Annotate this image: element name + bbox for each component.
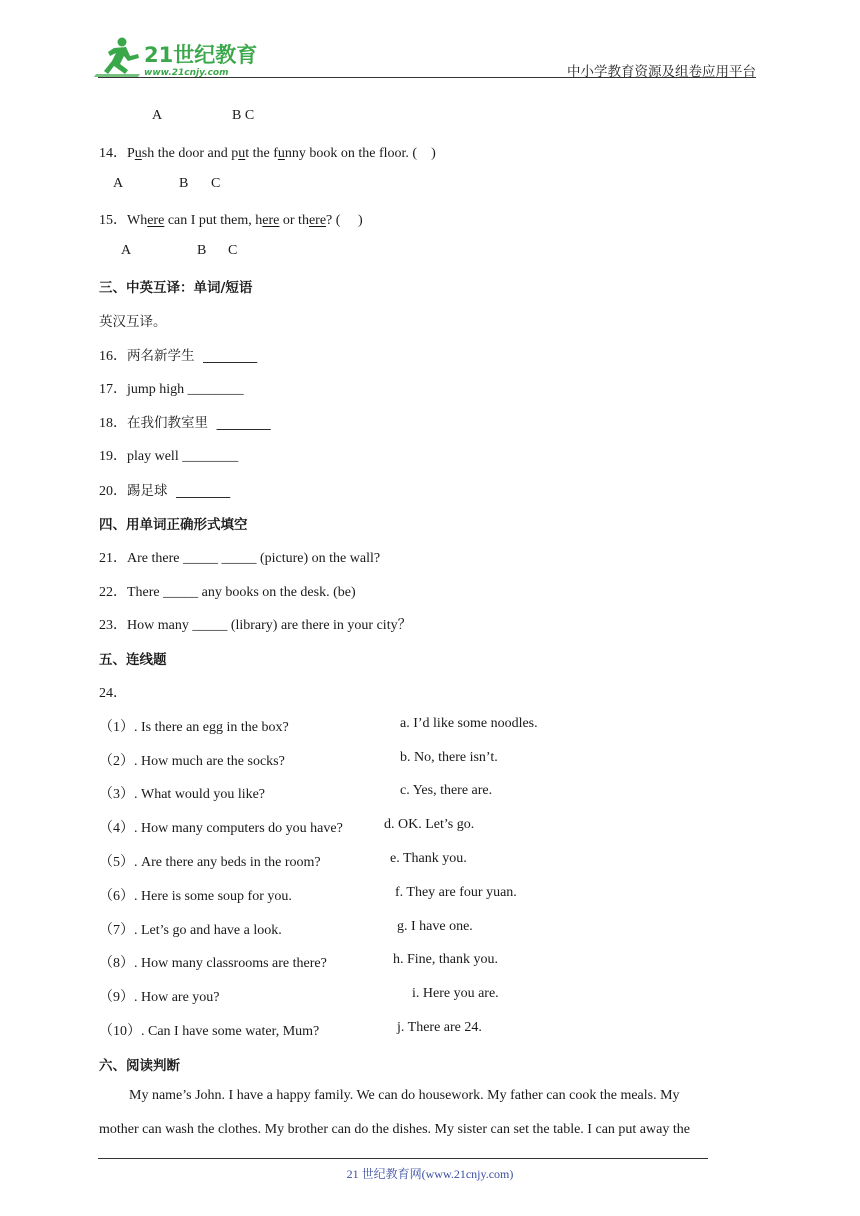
question-19: 19．play well ________ [99,449,239,464]
section-3-title: 三、中英互译：单词/短语 [99,280,253,296]
match-left-item: （5）. Are there any beds in the room? [99,855,321,870]
match-right-item: e. Thank you. [390,851,467,866]
question-15: 15．Where can I put them, here or there? ( ) [99,213,363,228]
match-right-item: d. OK. Let’s go. [384,817,475,832]
section-4-title: 四、用单词正确形式填空 [99,517,248,533]
match-left-item: （10）. Can I have some water, Mum? [99,1024,320,1039]
match-left-item: （2）. How much are the socks? [99,754,285,769]
passage-line-2: mother can wash the clothes. My brother can do the dishes. My sister can set the table. I can put away the [99,1122,690,1137]
runner-icon [94,38,140,78]
question-14: 14．Push the door and put the funny book on the floor. ( ) [99,146,436,161]
header-divider [98,77,756,78]
match-left-item: （7）. Let’s go and have a look. [99,923,282,938]
footer-divider [98,1158,708,1159]
question-18: 18．在我们教室里 ________ [99,415,271,431]
match-right-item: h. Fine, thank you. [393,952,498,967]
section-3-instruction: 英汉互译。 [99,314,167,330]
question-20: 20．踢足球 ________ [99,483,231,499]
question-17: 17．jump high ________ [99,382,244,397]
match-left-item: （4）. How many computers do you have? [99,821,343,836]
match-left-item: （6）. Here is some soup for you. [99,889,292,904]
question-21: 21．Are there _____ _____ (picture) on the wall? [99,551,381,566]
match-right-item: j. There are 24. [397,1020,482,1035]
question-22: 22．There _____ any books on the desk. (be) [99,585,356,600]
match-right-item: i. Here you are. [412,986,499,1001]
question-number: 14． [99,146,127,161]
question-23: 23．How many _____ (library) are there in your city？ [99,618,412,633]
match-left-item: （9）. How are you? [99,990,220,1005]
logo-url: www.21cnjy.com [144,68,229,78]
match-right-item: f. They are four yuan. [395,885,517,900]
match-left-item: （1）. Is there an egg in the box? [99,720,289,735]
question-number: 15． [99,213,127,228]
q13-option-a: A [152,108,163,123]
question-16: 16．两名新学生 ________ [99,348,258,364]
match-right-item: b. No, there isn’t. [400,750,498,765]
match-right-item: a. I’d like some noodles. [400,716,538,731]
q14-option-a: A [113,176,124,191]
logo-text: 21世纪教育 [144,43,258,67]
q14-option-c: C [211,176,221,191]
footer-text: 21 世纪教育网(www.21cnjy.com) [346,1167,514,1181]
site-logo [94,34,264,78]
q15-option-a: A [121,243,132,258]
match-left-item: （3）. What would you like? [99,787,266,802]
q14-option-b: B [179,176,189,191]
section-6-title: 六、阅读判断 [99,1058,180,1074]
question-24: 24． [99,686,127,701]
passage-line-1: My name’s John. I have a happy family. We can do housework. My father can cook the meals. My [129,1088,680,1103]
q13-option-bc: B C [232,108,255,123]
q15-option-c: C [228,243,238,258]
match-right-item: c. Yes, there are. [400,783,493,798]
platform-name: 中小学教育资源及组卷应用平台 [567,64,756,80]
section-5-title: 五、连线题 [99,652,167,668]
match-left-item: （8）. How many classrooms are there? [99,956,327,971]
q15-option-b: B [197,243,207,258]
match-right-item: g. I have one. [397,919,473,934]
